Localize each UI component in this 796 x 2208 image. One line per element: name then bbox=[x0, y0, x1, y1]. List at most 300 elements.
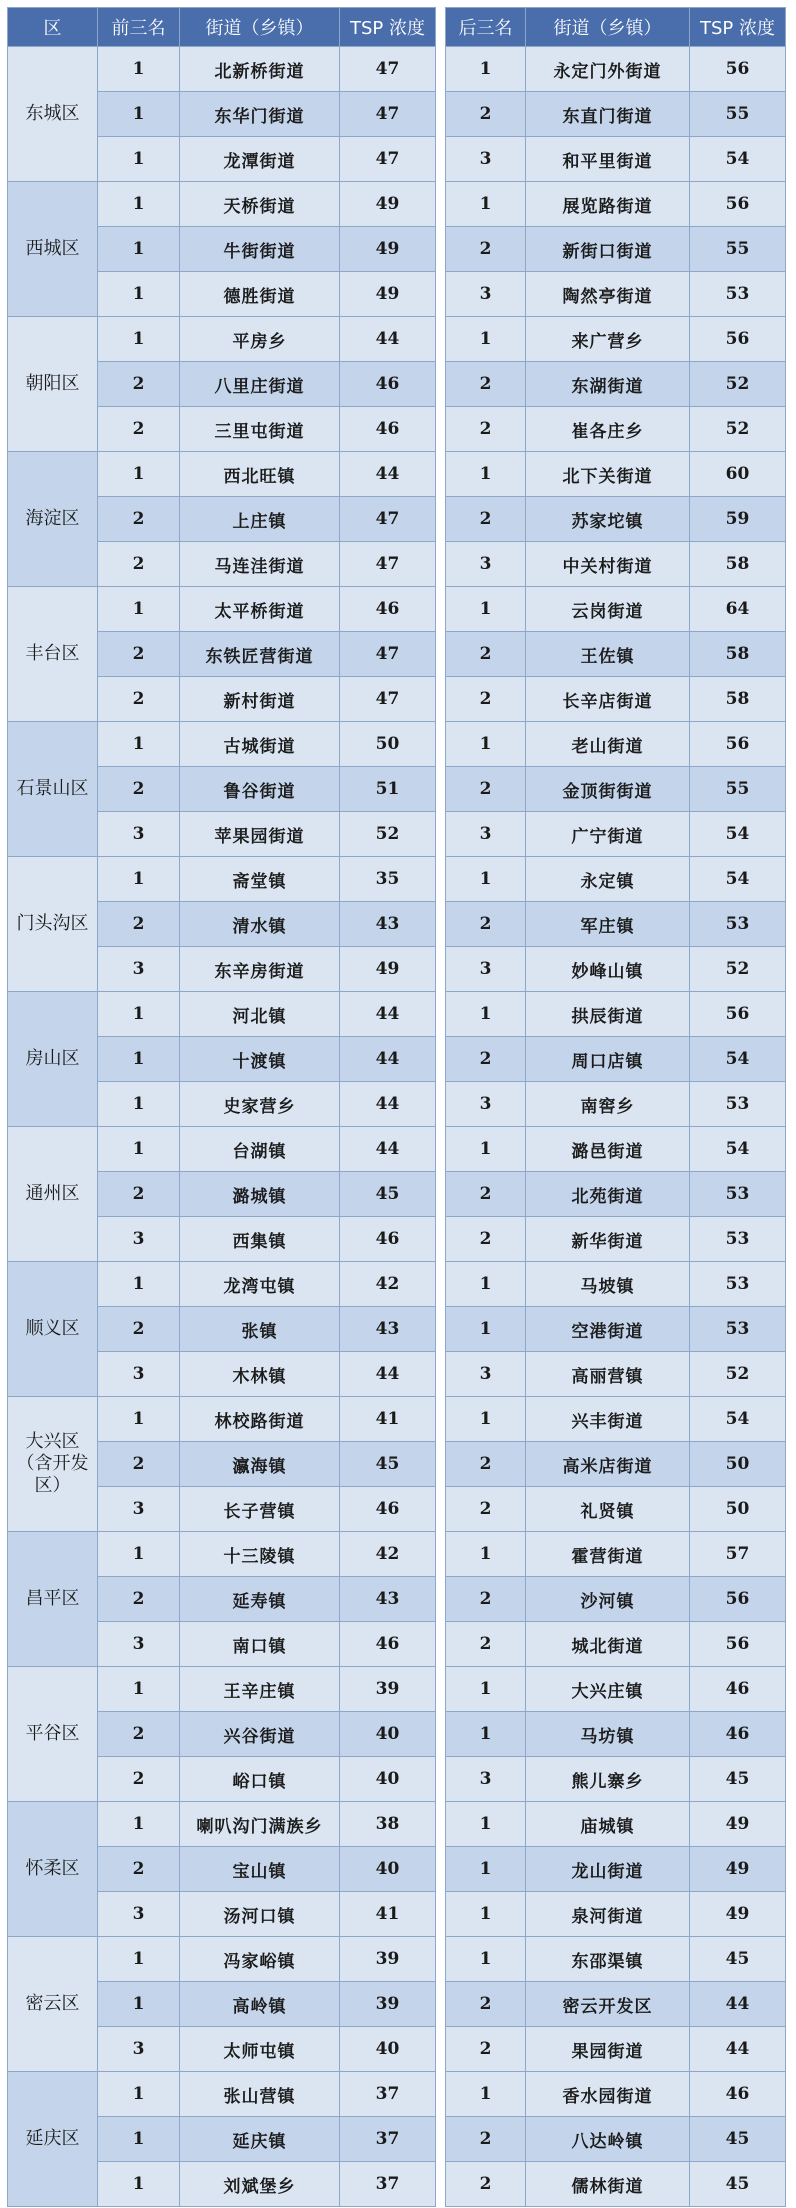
top-rank-cell: 1 bbox=[98, 1802, 180, 1847]
column-gap bbox=[436, 1667, 446, 1712]
top-rank-cell: 1 bbox=[98, 1982, 180, 2027]
top-street-cell: 牛街街道 bbox=[180, 227, 340, 272]
top-rank-cell: 2 bbox=[98, 1757, 180, 1802]
district-name-cell: 石景山区 bbox=[8, 722, 98, 857]
bottom-tsp-cell: 45 bbox=[690, 1757, 786, 1802]
bottom-tsp-cell: 46 bbox=[690, 2072, 786, 2117]
column-gap bbox=[436, 362, 446, 407]
top-tsp-cell: 50 bbox=[340, 722, 436, 767]
bottom-rank-cell: 1 bbox=[446, 317, 526, 362]
bottom-street-cell: 庙城镇 bbox=[526, 1802, 690, 1847]
bottom-tsp-cell: 57 bbox=[690, 1532, 786, 1577]
column-gap bbox=[436, 632, 446, 677]
bottom-street-cell: 霍营街道 bbox=[526, 1532, 690, 1577]
top-rank-cell: 1 bbox=[98, 2117, 180, 2162]
bottom-street-cell: 高米店街道 bbox=[526, 1442, 690, 1487]
bottom-street-cell: 崔各庄乡 bbox=[526, 407, 690, 452]
top-rank-cell: 3 bbox=[98, 1217, 180, 1262]
top-street-cell: 宝山镇 bbox=[180, 1847, 340, 1892]
bottom-street-cell: 城北街道 bbox=[526, 1622, 690, 1667]
table-row bbox=[8, 857, 786, 902]
bottom-rank-cell: 3 bbox=[446, 542, 526, 587]
top-street-cell: 西集镇 bbox=[180, 1217, 340, 1262]
bottom-rank-cell: 2 bbox=[446, 1982, 526, 2027]
top-rank-cell: 1 bbox=[98, 2072, 180, 2117]
top-tsp-cell: 40 bbox=[340, 2027, 436, 2072]
bottom-rank-cell: 2 bbox=[446, 1577, 526, 1622]
top-street-cell: 东辛房街道 bbox=[180, 947, 340, 992]
bottom-tsp-cell: 58 bbox=[690, 677, 786, 722]
bottom-tsp-cell: 52 bbox=[690, 362, 786, 407]
top-street-cell: 林校路街道 bbox=[180, 1397, 340, 1442]
bottom-rank-cell: 1 bbox=[446, 1667, 526, 1712]
table-row bbox=[8, 1172, 786, 1217]
bottom-tsp-cell: 58 bbox=[690, 632, 786, 677]
table-row bbox=[8, 2117, 786, 2162]
bottom-tsp-cell: 49 bbox=[690, 1892, 786, 1937]
top-rank-cell: 1 bbox=[98, 1127, 180, 1172]
bottom-tsp-cell: 53 bbox=[690, 1262, 786, 1307]
top-rank-cell: 2 bbox=[98, 407, 180, 452]
top-street-cell: 瀛海镇 bbox=[180, 1442, 340, 1487]
district-name-cell: 通州区 bbox=[8, 1127, 98, 1262]
table-row bbox=[8, 1217, 786, 1262]
bottom-tsp-cell: 56 bbox=[690, 1577, 786, 1622]
top-street-cell: 汤河口镇 bbox=[180, 1892, 340, 1937]
bottom-street-cell: 长辛店街道 bbox=[526, 677, 690, 722]
top-street-cell: 清水镇 bbox=[180, 902, 340, 947]
column-gap bbox=[436, 2117, 446, 2162]
table-row bbox=[8, 677, 786, 722]
top-tsp-cell: 40 bbox=[340, 1712, 436, 1757]
bottom-tsp-cell: 60 bbox=[690, 452, 786, 497]
column-gap bbox=[436, 1532, 446, 1577]
column-gap bbox=[436, 1757, 446, 1802]
top-street-cell: 十三陵镇 bbox=[180, 1532, 340, 1577]
bottom-tsp-cell: 54 bbox=[690, 1037, 786, 1082]
table-row bbox=[8, 317, 786, 362]
table-row bbox=[8, 452, 786, 497]
district-name-cell: 海淀区 bbox=[8, 452, 98, 587]
tsp-ranking-table-wrapper bbox=[7, 7, 786, 2207]
column-gap bbox=[436, 137, 446, 182]
column-gap bbox=[436, 1622, 446, 1667]
table-row bbox=[8, 542, 786, 587]
table-row bbox=[8, 1757, 786, 1802]
bottom-tsp-cell: 56 bbox=[690, 47, 786, 92]
column-gap bbox=[436, 452, 446, 497]
top-street-cell: 北新桥街道 bbox=[180, 47, 340, 92]
top-street-cell: 史家营乡 bbox=[180, 1082, 340, 1127]
top-rank-cell: 1 bbox=[98, 92, 180, 137]
top-street-cell: 峪口镇 bbox=[180, 1757, 340, 1802]
bottom-street-cell: 来广营乡 bbox=[526, 317, 690, 362]
header-bottom-tsp: TSP 浓度 bbox=[690, 8, 786, 47]
bottom-rank-cell: 2 bbox=[446, 1217, 526, 1262]
table-row bbox=[8, 1712, 786, 1757]
bottom-street-cell: 泉河街道 bbox=[526, 1892, 690, 1937]
table-row bbox=[8, 902, 786, 947]
header-top-street: 街道（乡镇） bbox=[180, 8, 340, 47]
bottom-rank-cell: 1 bbox=[446, 587, 526, 632]
top-street-cell: 高岭镇 bbox=[180, 1982, 340, 2027]
bottom-tsp-cell: 50 bbox=[690, 1442, 786, 1487]
top-rank-cell: 1 bbox=[98, 317, 180, 362]
top-rank-cell: 1 bbox=[98, 227, 180, 272]
bottom-tsp-cell: 54 bbox=[690, 137, 786, 182]
top-tsp-cell: 39 bbox=[340, 1937, 436, 1982]
top-rank-cell: 1 bbox=[98, 1397, 180, 1442]
bottom-rank-cell: 2 bbox=[446, 1622, 526, 1667]
bottom-rank-cell: 2 bbox=[446, 1172, 526, 1217]
bottom-rank-cell: 1 bbox=[446, 1397, 526, 1442]
bottom-street-cell: 龙山街道 bbox=[526, 1847, 690, 1892]
top-tsp-cell: 46 bbox=[340, 1487, 436, 1532]
top-tsp-cell: 44 bbox=[340, 1352, 436, 1397]
top-rank-cell: 2 bbox=[98, 677, 180, 722]
bottom-tsp-cell: 53 bbox=[690, 1082, 786, 1127]
top-rank-cell: 2 bbox=[98, 542, 180, 587]
bottom-rank-cell: 1 bbox=[446, 722, 526, 767]
top-tsp-cell: 37 bbox=[340, 2117, 436, 2162]
bottom-tsp-cell: 58 bbox=[690, 542, 786, 587]
top-rank-cell: 1 bbox=[98, 1937, 180, 1982]
top-street-cell: 三里屯街道 bbox=[180, 407, 340, 452]
column-gap bbox=[436, 812, 446, 857]
top-street-cell: 台湖镇 bbox=[180, 1127, 340, 1172]
header-district: 区 bbox=[8, 8, 98, 47]
bottom-tsp-cell: 45 bbox=[690, 2117, 786, 2162]
district-name-cell: 西城区 bbox=[8, 182, 98, 317]
bottom-rank-cell: 1 bbox=[446, 1127, 526, 1172]
bottom-street-cell: 空港街道 bbox=[526, 1307, 690, 1352]
table-row bbox=[8, 362, 786, 407]
bottom-street-cell: 金顶街街道 bbox=[526, 767, 690, 812]
top-street-cell: 天桥街道 bbox=[180, 182, 340, 227]
bottom-tsp-cell: 54 bbox=[690, 1397, 786, 1442]
district-name-cell: 朝阳区 bbox=[8, 317, 98, 452]
table-row bbox=[8, 2072, 786, 2117]
column-gap bbox=[436, 182, 446, 227]
top-street-cell: 冯家峪镇 bbox=[180, 1937, 340, 1982]
table-row bbox=[8, 1577, 786, 1622]
top-tsp-cell: 43 bbox=[340, 1307, 436, 1352]
bottom-rank-cell: 2 bbox=[446, 2117, 526, 2162]
column-gap bbox=[436, 1982, 446, 2027]
column-gap bbox=[436, 407, 446, 452]
bottom-street-cell: 马坊镇 bbox=[526, 1712, 690, 1757]
top-street-cell: 木林镇 bbox=[180, 1352, 340, 1397]
bottom-rank-cell: 2 bbox=[446, 1037, 526, 1082]
bottom-rank-cell: 2 bbox=[446, 1442, 526, 1487]
top-street-cell: 刘斌堡乡 bbox=[180, 2162, 340, 2207]
column-gap bbox=[436, 947, 446, 992]
bottom-tsp-cell: 45 bbox=[690, 1937, 786, 1982]
table-row bbox=[8, 227, 786, 272]
column-gap bbox=[436, 1937, 446, 1982]
bottom-tsp-cell: 56 bbox=[690, 317, 786, 362]
top-rank-cell: 3 bbox=[98, 1622, 180, 1667]
bottom-rank-cell: 2 bbox=[446, 497, 526, 542]
top-rank-cell: 1 bbox=[98, 1667, 180, 1712]
top-street-cell: 龙湾屯镇 bbox=[180, 1262, 340, 1307]
top-tsp-cell: 44 bbox=[340, 452, 436, 497]
bottom-tsp-cell: 55 bbox=[690, 92, 786, 137]
top-street-cell: 上庄镇 bbox=[180, 497, 340, 542]
column-gap bbox=[436, 992, 446, 1037]
bottom-rank-cell: 3 bbox=[446, 137, 526, 182]
district-name-cell: 门头沟区 bbox=[8, 857, 98, 992]
top-street-cell: 马连洼街道 bbox=[180, 542, 340, 587]
top-rank-cell: 1 bbox=[98, 1532, 180, 1577]
top-rank-cell: 1 bbox=[98, 992, 180, 1037]
bottom-street-cell: 中关村街道 bbox=[526, 542, 690, 587]
column-gap bbox=[436, 317, 446, 362]
header-bottom-street: 街道（乡镇） bbox=[526, 8, 690, 47]
district-name-cell: 昌平区 bbox=[8, 1532, 98, 1667]
top-street-cell: 王辛庄镇 bbox=[180, 1667, 340, 1712]
table-row bbox=[8, 992, 786, 1037]
bottom-street-cell: 东直门街道 bbox=[526, 92, 690, 137]
column-gap bbox=[436, 2027, 446, 2072]
top-street-cell: 德胜街道 bbox=[180, 272, 340, 317]
top-tsp-cell: 44 bbox=[340, 992, 436, 1037]
top-rank-cell: 2 bbox=[98, 362, 180, 407]
column-gap bbox=[436, 542, 446, 587]
bottom-tsp-cell: 59 bbox=[690, 497, 786, 542]
table-row bbox=[8, 1397, 786, 1442]
header-bottom-rank: 后三名 bbox=[446, 8, 526, 47]
top-tsp-cell: 40 bbox=[340, 1757, 436, 1802]
top-street-cell: 南口镇 bbox=[180, 1622, 340, 1667]
top-street-cell: 龙潭街道 bbox=[180, 137, 340, 182]
bottom-rank-cell: 1 bbox=[446, 1262, 526, 1307]
bottom-street-cell: 熊儿寨乡 bbox=[526, 1757, 690, 1802]
table-row bbox=[8, 182, 786, 227]
bottom-street-cell: 和平里街道 bbox=[526, 137, 690, 182]
top-rank-cell: 1 bbox=[98, 47, 180, 92]
table-row bbox=[8, 1667, 786, 1712]
table-row bbox=[8, 1847, 786, 1892]
bottom-rank-cell: 1 bbox=[446, 1802, 526, 1847]
bottom-street-cell: 王佐镇 bbox=[526, 632, 690, 677]
top-rank-cell: 1 bbox=[98, 587, 180, 632]
top-tsp-cell: 49 bbox=[340, 947, 436, 992]
top-tsp-cell: 46 bbox=[340, 407, 436, 452]
bottom-street-cell: 南窖乡 bbox=[526, 1082, 690, 1127]
district-name-cell: 顺义区 bbox=[8, 1262, 98, 1397]
top-tsp-cell: 43 bbox=[340, 902, 436, 947]
bottom-rank-cell: 2 bbox=[446, 407, 526, 452]
bottom-street-cell: 果园街道 bbox=[526, 2027, 690, 2072]
column-gap bbox=[436, 497, 446, 542]
table-row bbox=[8, 947, 786, 992]
top-tsp-cell: 46 bbox=[340, 587, 436, 632]
bottom-tsp-cell: 53 bbox=[690, 1172, 786, 1217]
bottom-street-cell: 妙峰山镇 bbox=[526, 947, 690, 992]
bottom-tsp-cell: 49 bbox=[690, 1802, 786, 1847]
top-tsp-cell: 46 bbox=[340, 362, 436, 407]
bottom-tsp-cell: 53 bbox=[690, 1217, 786, 1262]
top-street-cell: 太平桥街道 bbox=[180, 587, 340, 632]
district-name-cell: 房山区 bbox=[8, 992, 98, 1127]
district-name-cell: 延庆区 bbox=[8, 2072, 98, 2207]
bottom-rank-cell: 2 bbox=[446, 767, 526, 812]
bottom-street-cell: 云岗街道 bbox=[526, 587, 690, 632]
top-tsp-cell: 39 bbox=[340, 1667, 436, 1712]
bottom-street-cell: 高丽营镇 bbox=[526, 1352, 690, 1397]
top-tsp-cell: 47 bbox=[340, 542, 436, 587]
bottom-rank-cell: 1 bbox=[446, 452, 526, 497]
top-tsp-cell: 49 bbox=[340, 227, 436, 272]
top-rank-cell: 1 bbox=[98, 1262, 180, 1307]
bottom-tsp-cell: 55 bbox=[690, 227, 786, 272]
bottom-street-cell: 礼贤镇 bbox=[526, 1487, 690, 1532]
top-rank-cell: 3 bbox=[98, 947, 180, 992]
bottom-tsp-cell: 46 bbox=[690, 1667, 786, 1712]
column-gap bbox=[436, 1397, 446, 1442]
bottom-rank-cell: 3 bbox=[446, 947, 526, 992]
bottom-street-cell: 永定镇 bbox=[526, 857, 690, 902]
column-gap bbox=[436, 677, 446, 722]
table-row bbox=[8, 1127, 786, 1172]
top-tsp-cell: 47 bbox=[340, 677, 436, 722]
bottom-street-cell: 拱辰街道 bbox=[526, 992, 690, 1037]
bottom-rank-cell: 1 bbox=[446, 2072, 526, 2117]
top-tsp-cell: 43 bbox=[340, 1577, 436, 1622]
top-tsp-cell: 51 bbox=[340, 767, 436, 812]
table-row bbox=[8, 272, 786, 317]
top-tsp-cell: 41 bbox=[340, 1892, 436, 1937]
top-rank-cell: 3 bbox=[98, 1892, 180, 1937]
header-row bbox=[8, 8, 786, 47]
bottom-rank-cell: 2 bbox=[446, 2027, 526, 2072]
bottom-rank-cell: 1 bbox=[446, 182, 526, 227]
bottom-street-cell: 广宁街道 bbox=[526, 812, 690, 857]
table-row bbox=[8, 1937, 786, 1982]
bottom-tsp-cell: 52 bbox=[690, 1352, 786, 1397]
table-row bbox=[8, 407, 786, 452]
bottom-street-cell: 密云开发区 bbox=[526, 1982, 690, 2027]
table-row bbox=[8, 92, 786, 137]
district-name-cell: 大兴区（含开发区） bbox=[8, 1397, 98, 1532]
bottom-tsp-cell: 54 bbox=[690, 1127, 786, 1172]
top-tsp-cell: 37 bbox=[340, 2072, 436, 2117]
bottom-rank-cell: 2 bbox=[446, 677, 526, 722]
column-gap bbox=[436, 2162, 446, 2207]
bottom-street-cell: 香水园街道 bbox=[526, 2072, 690, 2117]
header-top-rank: 前三名 bbox=[98, 8, 180, 47]
bottom-street-cell: 儒林街道 bbox=[526, 2162, 690, 2207]
header-gap bbox=[436, 8, 446, 47]
table-row bbox=[8, 47, 786, 92]
bottom-street-cell: 陶然亭街道 bbox=[526, 272, 690, 317]
column-gap bbox=[436, 1712, 446, 1757]
bottom-rank-cell: 2 bbox=[446, 902, 526, 947]
bottom-rank-cell: 2 bbox=[446, 632, 526, 677]
top-street-cell: 潞城镇 bbox=[180, 1172, 340, 1217]
top-rank-cell: 1 bbox=[98, 272, 180, 317]
top-tsp-cell: 39 bbox=[340, 1982, 436, 2027]
top-street-cell: 兴谷街道 bbox=[180, 1712, 340, 1757]
table-row bbox=[8, 1352, 786, 1397]
top-street-cell: 喇叭沟门满族乡 bbox=[180, 1802, 340, 1847]
table-row bbox=[8, 1442, 786, 1487]
top-street-cell: 苹果园街道 bbox=[180, 812, 340, 857]
bottom-rank-cell: 2 bbox=[446, 1487, 526, 1532]
bottom-tsp-cell: 50 bbox=[690, 1487, 786, 1532]
column-gap bbox=[436, 857, 446, 902]
bottom-street-cell: 东邵渠镇 bbox=[526, 1937, 690, 1982]
top-rank-cell: 2 bbox=[98, 1307, 180, 1352]
bottom-tsp-cell: 45 bbox=[690, 2162, 786, 2207]
top-rank-cell: 2 bbox=[98, 497, 180, 542]
top-street-cell: 古城街道 bbox=[180, 722, 340, 767]
bottom-rank-cell: 3 bbox=[446, 1757, 526, 1802]
bottom-street-cell: 军庄镇 bbox=[526, 902, 690, 947]
column-gap bbox=[436, 1217, 446, 1262]
top-rank-cell: 2 bbox=[98, 632, 180, 677]
table-row bbox=[8, 722, 786, 767]
top-tsp-cell: 44 bbox=[340, 1127, 436, 1172]
table-row bbox=[8, 497, 786, 542]
top-rank-cell: 3 bbox=[98, 812, 180, 857]
top-rank-cell: 1 bbox=[98, 1037, 180, 1082]
bottom-tsp-cell: 56 bbox=[690, 992, 786, 1037]
bottom-tsp-cell: 54 bbox=[690, 857, 786, 902]
top-tsp-cell: 35 bbox=[340, 857, 436, 902]
table-row bbox=[8, 1892, 786, 1937]
bottom-street-cell: 老山街道 bbox=[526, 722, 690, 767]
bottom-street-cell: 八达岭镇 bbox=[526, 2117, 690, 2162]
bottom-rank-cell: 1 bbox=[446, 1847, 526, 1892]
bottom-street-cell: 东湖街道 bbox=[526, 362, 690, 407]
column-gap bbox=[436, 1082, 446, 1127]
table-row bbox=[8, 767, 786, 812]
bottom-tsp-cell: 52 bbox=[690, 407, 786, 452]
bottom-street-cell: 苏家坨镇 bbox=[526, 497, 690, 542]
table-body bbox=[8, 47, 786, 2207]
top-tsp-cell: 47 bbox=[340, 47, 436, 92]
top-street-cell: 河北镇 bbox=[180, 992, 340, 1037]
bottom-tsp-cell: 64 bbox=[690, 587, 786, 632]
top-street-cell: 八里庄街道 bbox=[180, 362, 340, 407]
bottom-tsp-cell: 56 bbox=[690, 182, 786, 227]
column-gap bbox=[436, 92, 446, 137]
top-rank-cell: 2 bbox=[98, 902, 180, 947]
column-gap bbox=[436, 1037, 446, 1082]
column-gap bbox=[436, 272, 446, 317]
bottom-rank-cell: 3 bbox=[446, 1352, 526, 1397]
top-tsp-cell: 38 bbox=[340, 1802, 436, 1847]
top-tsp-cell: 47 bbox=[340, 137, 436, 182]
top-rank-cell: 3 bbox=[98, 2027, 180, 2072]
column-gap bbox=[436, 47, 446, 92]
top-rank-cell: 1 bbox=[98, 452, 180, 497]
table-row bbox=[8, 1082, 786, 1127]
top-rank-cell: 2 bbox=[98, 1577, 180, 1622]
table-row bbox=[8, 1532, 786, 1577]
bottom-rank-cell: 2 bbox=[446, 227, 526, 272]
table-row bbox=[8, 1487, 786, 1532]
top-street-cell: 长子营镇 bbox=[180, 1487, 340, 1532]
table-row bbox=[8, 1982, 786, 2027]
top-rank-cell: 1 bbox=[98, 2162, 180, 2207]
top-street-cell: 鲁谷街道 bbox=[180, 767, 340, 812]
top-tsp-cell: 44 bbox=[340, 1082, 436, 1127]
bottom-street-cell: 展览路街道 bbox=[526, 182, 690, 227]
top-street-cell: 太师屯镇 bbox=[180, 2027, 340, 2072]
